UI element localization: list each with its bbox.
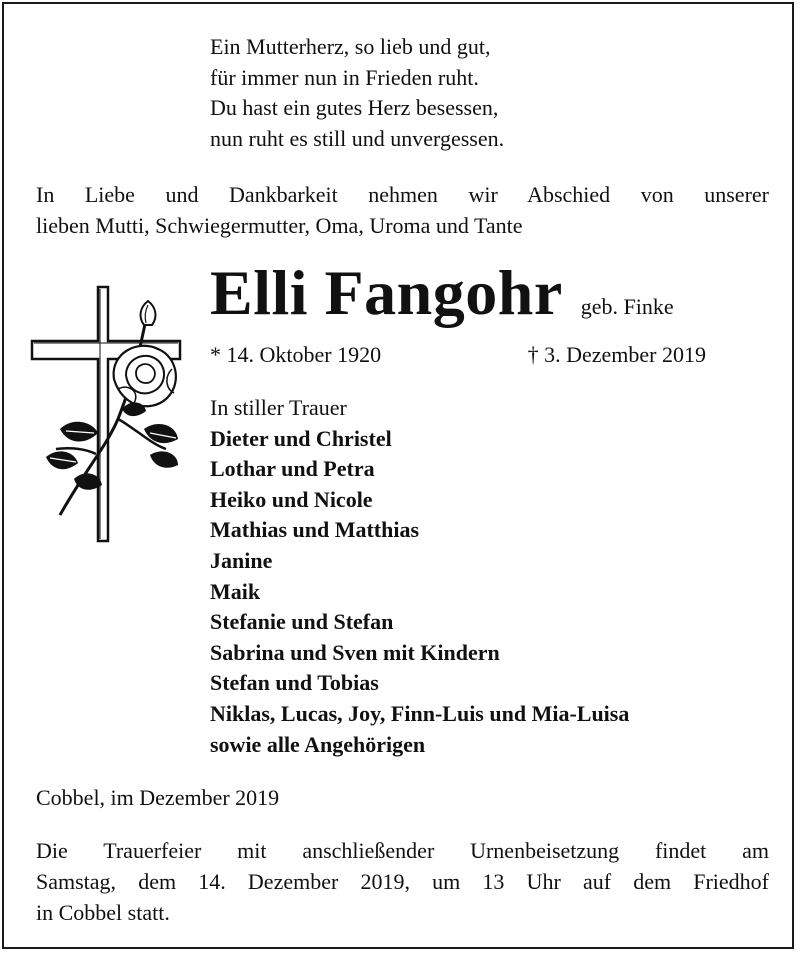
obituary-notice xyxy=(2,2,794,949)
mourner-entry: Maik xyxy=(210,578,261,604)
funeral-line: Samstag, dem 14. Dezember 2019, um 13 Uhr auf dem Friedhof xyxy=(36,869,769,894)
farewell-intro xyxy=(36,179,769,241)
poem-line: Du hast ein gutes Herz besessen, xyxy=(210,95,499,120)
memorial-poem xyxy=(210,32,504,154)
funeral-line: in Cobbel statt. xyxy=(36,900,170,925)
mourner-entry: Dieter und Christel xyxy=(210,425,392,451)
mourner-entry: Stefan und Tobias xyxy=(210,670,379,696)
mourner-entry: Lothar und Petra xyxy=(210,456,375,482)
mourner-entry: Stefanie und Stefan xyxy=(210,609,394,635)
funeral-line: Die Trauerfeier mit anschließender Urnenbeisetzung findet am xyxy=(36,838,769,863)
poem-line: nun ruht es still und unvergessen. xyxy=(210,125,505,151)
poem-line: für immer nun in Frieden ruht. xyxy=(210,64,479,90)
deceased-name-row xyxy=(210,256,674,330)
mourner-entry: Sabrina und Sven mit Kindern xyxy=(210,639,500,665)
funeral-details xyxy=(36,835,769,928)
mourner-entry: Mathias und Matthias xyxy=(210,517,420,543)
mourner-entry: Heiko und Nicole xyxy=(210,486,373,512)
poem-line: Ein Mutterherz, so lieb und gut, xyxy=(210,34,491,59)
intro-line: lieben Mutti, Schwiegermutter, Oma, Uroma und Tante xyxy=(36,213,523,238)
mourner-entry: Janine xyxy=(210,547,273,573)
cross-with-rose-icon xyxy=(26,279,191,549)
mourner-entry: sowie alle Angehörigen xyxy=(210,731,426,757)
death-date: † 3. Dezember 2019 xyxy=(527,342,706,367)
birth-date: * 14. Oktober 1920 xyxy=(210,342,382,367)
mourners-list xyxy=(210,393,629,760)
mourner-names xyxy=(210,424,629,761)
intro-line: In Liebe und Dankbarkeit nehmen wir Abschied von unserer xyxy=(36,182,769,207)
life-dates xyxy=(210,340,706,370)
deceased-name: Elli Fangohr xyxy=(210,257,563,328)
mourners-heading: In stiller Trauer xyxy=(210,395,347,420)
mourner-entry: Niklas, Lucas, Joy, Finn-Luis und Mia-Luisa xyxy=(210,700,630,726)
place-and-date: Cobbel, im Dezember 2019 xyxy=(36,785,280,810)
maiden-name: geb. Finke xyxy=(580,294,674,319)
